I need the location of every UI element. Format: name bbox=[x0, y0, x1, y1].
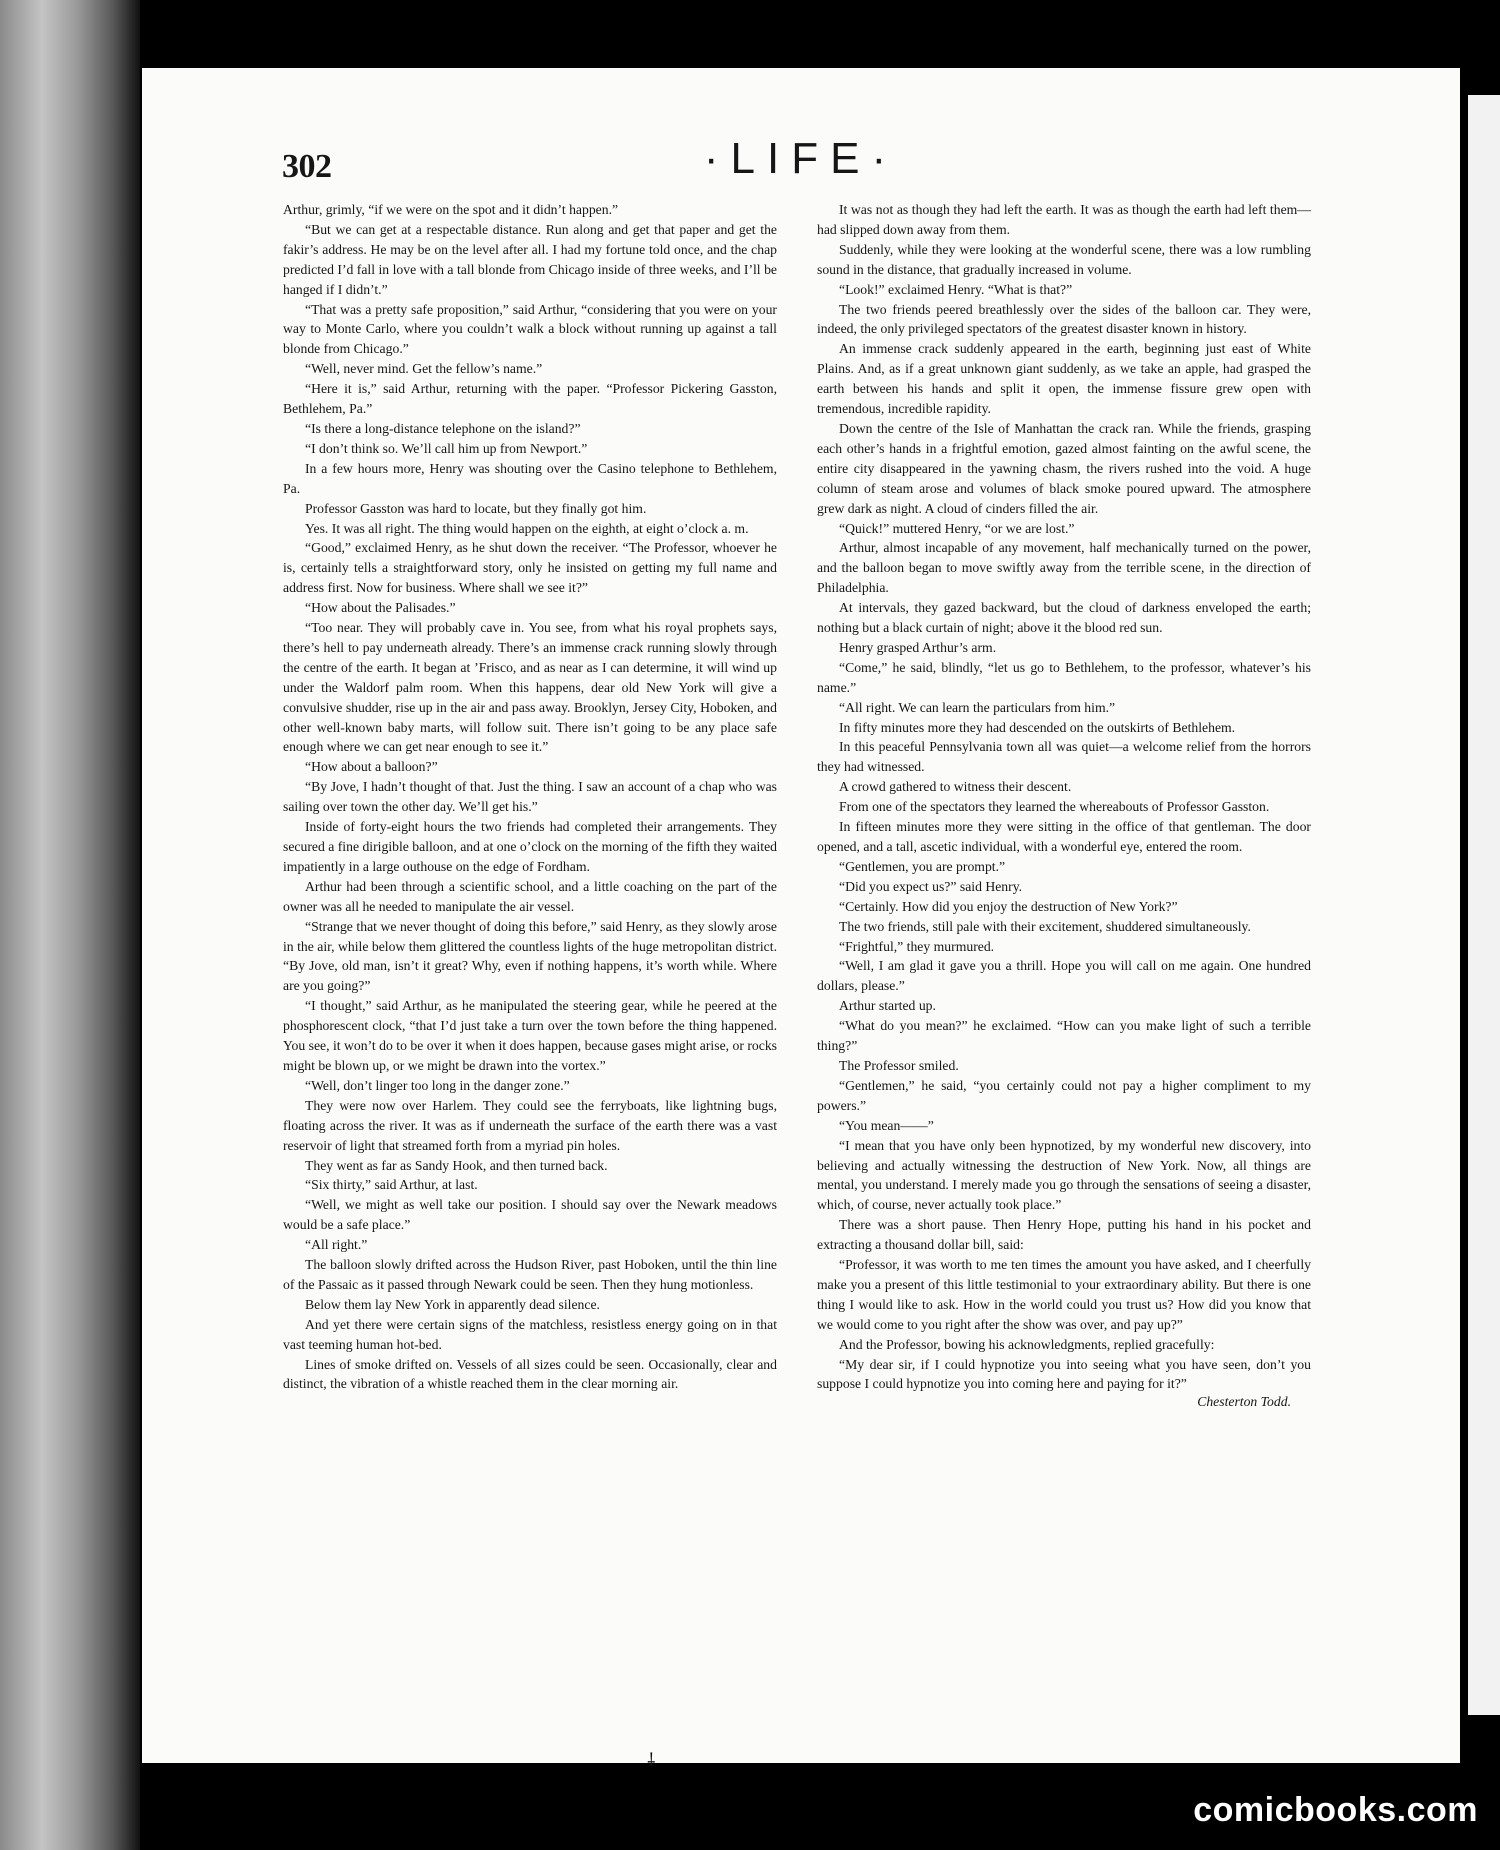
paragraph: “All right. We can learn the particulars from him.” bbox=[839, 699, 1116, 715]
paragraph: “Well, never mind. Get the fellow’s name.” bbox=[305, 361, 543, 377]
paragraph: “Come,” he said, blindly, “let us go to Bethlehem, to the professor, whatever’s his name.” bbox=[817, 659, 1311, 695]
paragraph: “That was a pretty safe proposition,” said Arthur, “considering that you were on your way to Monte Carlo, where you couldn’t walk a block without running up against a tall blonde from Chicago.” bbox=[283, 301, 777, 357]
paragraph: Arthur, almost incapable of any movement, half mechanically turned on the power, and the balloon began to move swiftly away from the terrible scene, in the direction of Philadelphia. bbox=[817, 540, 1311, 596]
paragraph: “But we can get at a respectable distance. Run along and get that paper and get the fakir’s address. He may be on the level after all. I had my fortune told once, and the chap predicted I’d fall in love with a tall blonde from Chicago inside of three weeks, and I’ll be hanged if I didn’t.” bbox=[283, 221, 777, 297]
paragraph: In fifty minutes more they had descended on the outskirts of Bethlehem. bbox=[839, 719, 1236, 735]
paragraph: Arthur started up. bbox=[839, 998, 936, 1014]
paragraph: From one of the spectators they learned the whereabouts of Professor Gasston. bbox=[839, 799, 1270, 815]
paragraph: “Is there a long-distance telephone on the island?” bbox=[305, 420, 581, 436]
magazine-page bbox=[142, 68, 1460, 1770]
paragraph: “Too near. They will probably cave in. You see, from what his royal prophets says, there’s hell to pay underneath already. There’s an immense crack running slowly through the centre of the earth. It began at ’Frisco, and as near as I can determine, it will wind up under the Waldorf palm room. When this happens, dear old New York will give a convulsive shudder, rise up in the air and pass away. Brooklyn, Jersey City, Hoboken, and other well-known baby marts, will follow suit. There isn’t going to be any place safe enough where we can get near enough to see it.” bbox=[283, 620, 777, 755]
paragraph: “Well, I am glad it gave you a thrill. Hope you will call on me again. One hundred dollars, please.” bbox=[817, 958, 1311, 994]
paragraph: In this peaceful Pennsylvania town all was quiet—a welcome relief from the horrors they had witnessed. bbox=[817, 739, 1311, 775]
paragraph: “Well, we might as well take our position. I should say over the Newark meadows would be a safe place.” bbox=[283, 1197, 777, 1233]
page-number: 302 bbox=[282, 148, 332, 185]
right-text-column bbox=[817, 200, 1311, 1412]
paragraph: An immense crack suddenly appeared in the earth, beginning just east of White Plains. And, as if a great unknown giant suddenly, as we take an apple, had grasped the earth between his hands and split it open, the immense fissure grew open with tremendous, incredible rapidity. bbox=[817, 341, 1311, 417]
page-ornament: ⸸ bbox=[647, 1750, 656, 1770]
paragraph: And the Professor, bowing his acknowledgments, replied gracefully: bbox=[839, 1336, 1215, 1352]
paragraph: “All right.” bbox=[305, 1237, 368, 1253]
paragraph: “What do you mean?” he exclaimed. “How can you make light of such a terrible thing?” bbox=[817, 1018, 1311, 1054]
paragraph: At intervals, they gazed backward, but the cloud of darkness enveloped the earth; nothing but a black curtain of night; above it the blood red sun. bbox=[817, 600, 1311, 636]
paragraph: In a few hours more, Henry was shouting over the Casino telephone to Bethlehem, Pa. bbox=[283, 460, 777, 496]
left-text-column bbox=[283, 200, 777, 1394]
paragraph: It was not as though they had left the earth. It was as though the earth had left them—had slipped down away from them. bbox=[817, 202, 1311, 237]
paragraph: “Gentlemen, you are prompt.” bbox=[839, 858, 1006, 874]
paragraph: Yes. It was all right. The thing would happen on the eighth, at eight o’clock a. m. bbox=[305, 520, 749, 536]
paragraph: “Well, don’t linger too long in the danger zone.” bbox=[305, 1077, 570, 1093]
paragraph: “Here it is,” said Arthur, returning with the paper. “Professor Pickering Gasston, Bethlehem, Pa.” bbox=[283, 381, 777, 417]
paragraph: In fifteen minutes more they were sitting in the office of that gentleman. The door opened, and a tall, ascetic individual, with a wonderful eye, entered the room. bbox=[817, 819, 1311, 854]
paragraph: “Gentlemen,” he said, “you certainly could not pay a higher compliment to my powers.” bbox=[817, 1077, 1311, 1113]
binding-edge bbox=[0, 0, 140, 1850]
paragraph: There was a short pause. Then Henry Hope, putting his hand in his pocket and extracting a thousand dollar bill, said: bbox=[817, 1217, 1311, 1253]
paragraph: Professor Gasston was hard to locate, but they finally got him. bbox=[305, 500, 647, 516]
masthead-title: ·LIFE· bbox=[703, 134, 899, 183]
paragraph: “My dear sir, if I could hypnotize you into seeing what you have seen, don’t you suppose I could hypnotize you into coming here and paying for it?” bbox=[817, 1356, 1311, 1392]
paragraph: “Frightful,” they murmured. bbox=[839, 938, 995, 954]
paragraph: “Strange that we never thought of doing this before,” said Henry, as they slowly arose in the air, while below them glittered the countless lights of the huge metropolitan district. “By Jove, old man, isn’t it great? Why, even if nothing happens, it’s worth while. Where are you going?” bbox=[283, 918, 777, 994]
paragraph: Suddenly, while they were looking at the wonderful scene, there was a low rumbling sound in the distance, that gradually increased in volume. bbox=[817, 241, 1311, 277]
paragraph: The two friends, still pale with their excitement, shuddered simultaneously. bbox=[839, 918, 1251, 934]
paragraph: Henry grasped Arthur’s arm. bbox=[839, 639, 997, 655]
paragraph: “Quick!” muttered Henry, “or we are lost.” bbox=[839, 520, 1075, 536]
paragraph: Below them lay New York in apparently dead silence. bbox=[305, 1296, 600, 1312]
paragraph: “Six thirty,” said Arthur, at last. bbox=[305, 1177, 478, 1193]
paragraph: “How about the Palisades.” bbox=[305, 600, 456, 616]
paragraph: “Certainly. How did you enjoy the destruction of New York?” bbox=[839, 898, 1178, 914]
paragraph: Down the centre of the Isle of Manhattan the crack ran. While the friends, grasping each other’s hands in a frightful emotion, gazed almost fainting on the awful scene, the entire city disappeared in the yawning chasm, the rivers rushed into the void. A huge column of steam arose and volumes of black smoke poured upward. The atmosphere grew dark as night. A cloud of cinders filled the air. bbox=[817, 420, 1311, 516]
paragraph: Arthur, grimly, “if we were on the spot and it didn’t happen.” bbox=[283, 202, 619, 217]
paragraph: Inside of forty-eight hours the two friends had completed their arrangements. They secured a fine dirigible balloon, and at one o’clock on the morning of the fifth they waited impatiently in a large outhouse on the edge of Fordham. bbox=[283, 819, 777, 874]
paragraph: Lines of smoke drifted on. Vessels of all sizes could be seen. Occasionally, clear and distinct, the vibration of a whistle reached them in the clear morning air. bbox=[283, 1356, 777, 1392]
adjacent-page-edge bbox=[1468, 95, 1500, 1715]
paragraph: “I mean that you have only been hypnotized, by my wonderful new discovery, into believing and actually witnessing the destruction of New York. Now, all things are mental, you understand. I merely made you go through the sensations of seeing a disaster, which, of course, never actually took place.” bbox=[817, 1137, 1311, 1213]
paragraph: “By Jove, I hadn’t thought of that. Just the thing. I saw an account of a chap who was sailing over town the other day. We’ll get his.” bbox=[283, 779, 777, 815]
paragraph: The balloon slowly drifted across the Hudson River, past Hoboken, until the thin line of the Passaic as it passed through Newark could be seen. Then they hung motionless. bbox=[283, 1257, 777, 1292]
paragraph: “Did you expect us?” said Henry. bbox=[839, 878, 1023, 894]
paragraph: The two friends peered breathlessly over the sides of the balloon car. They were, indeed, the only privileged spectators of the greatest disaster known in history. bbox=[817, 301, 1311, 337]
watermark: comicbooks.com bbox=[1193, 1791, 1478, 1829]
author-signature: Chesterton Todd. bbox=[1197, 1394, 1291, 1410]
paragraph: “Look!” exclaimed Henry. “What is that?” bbox=[839, 281, 1073, 297]
paragraph: The Professor smiled. bbox=[839, 1057, 959, 1073]
paragraph: “Good,” exclaimed Henry, as he shut down the receiver. “The Professor, whoever he is, certainly tells a straightforward story, only he insisted on getting my full name and address first. Now for business. Where shall we see it?” bbox=[283, 540, 777, 596]
paragraph: “I don’t think so. We’ll call him up from Newport.” bbox=[305, 440, 588, 456]
paragraph: And yet there were certain signs of the matchless, resistless energy going on in that vast teeming human hot-bed. bbox=[283, 1316, 777, 1352]
paragraph: A crowd gathered to witness their descent. bbox=[839, 779, 1072, 795]
paragraph: They went as far as Sandy Hook, and then turned back. bbox=[305, 1157, 608, 1173]
paragraph: “I thought,” said Arthur, as he manipulated the steering gear, while he peered at the phosphorescent clock, “that I’d just take a turn over the town before the thing happened. You see, it won’t do to be over it when it does happen, because gases might arise, or rocks might be blown up, or we might be drawn into the vortex.” bbox=[283, 998, 777, 1073]
paragraph: “How about a balloon?” bbox=[305, 759, 438, 775]
paragraph: Arthur had been through a scientific school, and a little coaching on the part of the owner was all he needed to manipulate the air vessel. bbox=[283, 878, 777, 914]
paragraph: “Professor, it was worth to me ten times the amount you have asked, and I cheerfully make you a present of this little testimonial to your extraordinary ability. But there is one thing I would like to ask. How in the world could you trust us? How did you know that we would come to you right after the show was over, and pay up?” bbox=[817, 1257, 1311, 1332]
paragraph: “You mean——” bbox=[839, 1117, 934, 1133]
paragraph: They were now over Harlem. They could see the ferryboats, like lightning bugs, floating across the river. It was as if underneath the surface of the earth there was a vast reservoir of light that streamed forth from a myriad pin holes. bbox=[283, 1097, 777, 1153]
